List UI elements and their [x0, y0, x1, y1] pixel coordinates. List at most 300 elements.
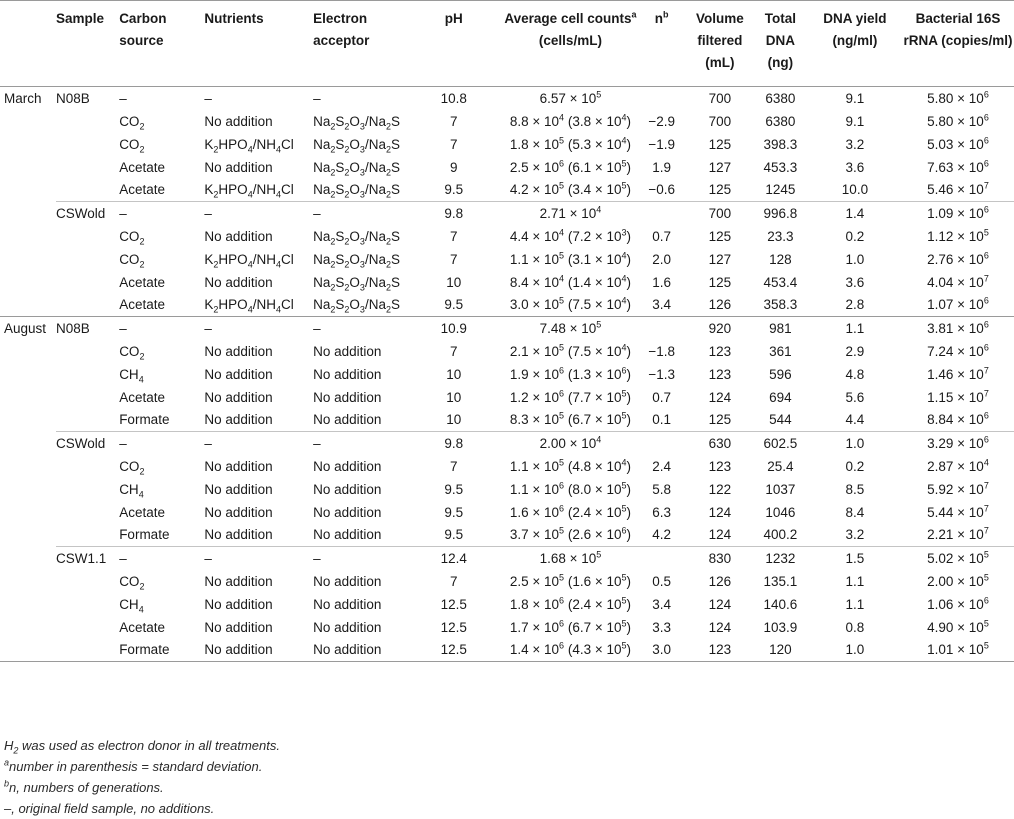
nutrients-cell: No addition	[204, 113, 273, 129]
dna-yield-cell: 9.1	[845, 113, 865, 129]
sample-cell	[56, 639, 119, 662]
table-row	[0, 386, 1014, 409]
volume-cell: 700	[687, 87, 753, 110]
header-total-dna: Total DNA (ng)	[753, 1, 808, 87]
ph-cell: 12.5	[440, 596, 467, 612]
carbon-source-cell: Acetate	[119, 159, 165, 175]
carbon-source-cell: Formate	[119, 527, 170, 543]
carbon-source-cell: $CO_2$	[119, 343, 145, 362]
nutrients-cell: No addition	[204, 481, 273, 497]
dna-yield-cell: 0.2	[845, 458, 865, 474]
rrna-cell: $5.44 \times 10^7$	[927, 503, 989, 520]
sample-cell	[56, 179, 119, 202]
total-dna-cell: 120	[753, 639, 808, 662]
total-dna-cell: 453.3	[763, 159, 798, 175]
table-row	[0, 133, 1014, 156]
dna-yield-cell: 3.2	[845, 527, 865, 543]
cell-counts-cell: $4.4 \times 10^4$ $(7.2 \times 10^3)$	[509, 227, 631, 244]
carbon-source-cell: $CH_4$	[119, 366, 144, 385]
rrna-cell: $4.90 \times 10^5$	[927, 618, 989, 635]
volume-cell: 830	[687, 547, 753, 570]
electron-acceptor-cell: No addition	[313, 481, 382, 497]
dna-yield-cell: 8.5	[845, 481, 865, 497]
total-dna-cell: 103.9	[763, 619, 798, 635]
generations-cell	[636, 202, 686, 225]
rrna-cell: $1.06 \times 10^6$	[927, 595, 989, 612]
rrna-cell: $5.46 \times 10^7$	[927, 180, 989, 198]
generations-cell	[636, 87, 686, 110]
rrna-cell: $2.76 \times 10^6$	[927, 250, 989, 267]
carbon-source-cell: $CO_2$	[119, 251, 145, 270]
electron-acceptor-cell: No addition	[313, 504, 382, 520]
ph-cell: 7	[449, 251, 458, 267]
electron-acceptor-cell: No addition	[313, 619, 382, 635]
month-cell	[0, 202, 56, 225]
sample-cell	[56, 248, 119, 271]
ph-cell: 7	[449, 458, 458, 474]
header-electron-acceptor: Electron acceptor	[313, 1, 403, 87]
cell-counts-cell: $2.00 \times 10^4$	[504, 432, 636, 455]
total-dna-cell: 135.1	[763, 573, 798, 589]
carbon-source-cell: –	[119, 317, 204, 340]
dna-yield-cell: 0.2	[845, 228, 865, 244]
ph-cell: 7	[449, 136, 458, 152]
carbon-source-cell: $CO_2$	[119, 113, 145, 132]
table-body	[0, 87, 1014, 662]
carbon-source-cell: $CO_2$	[119, 573, 145, 592]
total-dna-cell: 398.3	[763, 136, 798, 152]
header-sample: Sample	[56, 1, 119, 87]
volume-cell: 125	[708, 228, 732, 244]
sample-cell	[56, 616, 119, 639]
ph-cell: 12.4	[403, 547, 504, 570]
dna-yield-cell: 9.1	[808, 87, 902, 110]
total-dna-cell: 6380	[753, 87, 808, 110]
month-cell	[0, 547, 56, 570]
total-dna-cell: 596	[769, 366, 792, 382]
footnote-text: –, original field sample, no additions.	[4, 801, 215, 816]
header-cell-counts: Average cell counts$^a$ (cells/mL)	[504, 1, 636, 87]
cell-counts-cell: $1.1 \times 10^5$ $(4.8 \times 10^4)$	[509, 457, 631, 474]
dna-yield-cell: 3.6	[845, 159, 865, 175]
sample-cell	[56, 478, 119, 501]
cell-counts-cell: $1.6 \times 10^6$ $(2.4 \times 10^5)$	[509, 503, 631, 520]
volume-cell: 122	[708, 481, 732, 497]
cell-counts-cell: $7.48 \times 10^5$	[504, 317, 636, 340]
header-n: $n^b$	[636, 1, 686, 87]
rrna-cell: $3.81 \times 10^6$	[902, 317, 1014, 340]
electron-acceptor-cell: No addition	[313, 527, 382, 543]
nutrients-cell: No addition	[204, 639, 313, 662]
generations-cell: 4.2	[652, 527, 672, 543]
volume-cell: 126	[708, 573, 732, 589]
carbon-source-cell: $CO_2$	[119, 136, 145, 155]
ph-cell: 9.5	[444, 481, 464, 497]
rrna-cell: $1.15 \times 10^7$	[927, 388, 989, 405]
carbon-source-cell: $CH_4$	[119, 596, 144, 615]
header-row	[0, 1, 1014, 87]
generations-cell: −1.3	[648, 366, 675, 382]
table-row	[0, 248, 1014, 271]
generations-cell: −1.8	[648, 343, 675, 359]
volume-cell: 125	[708, 412, 732, 428]
cell-counts-cell: $3.0 \times 10^5$ $(7.5 \times 10^4)$	[509, 295, 631, 313]
sample-cell	[56, 455, 119, 478]
header-ph: pH	[403, 1, 504, 87]
rrna-cell: $5.80 \times 10^6$	[927, 112, 989, 129]
electron-acceptor-cell: –	[313, 317, 403, 340]
electron-acceptor-cell: $Na_2S_2O_3/Na_2S$	[313, 274, 400, 293]
generations-cell: 6.3	[652, 504, 672, 520]
total-dna-cell: 400.2	[763, 527, 798, 543]
sample-cell	[56, 524, 119, 547]
volume-cell: 700	[708, 113, 732, 129]
nutrients-cell: No addition	[204, 274, 273, 290]
table-row	[0, 616, 1014, 639]
month-cell	[0, 110, 56, 133]
rrna-cell: $2.00 \times 10^5$	[927, 572, 989, 589]
month-cell	[0, 455, 56, 478]
generations-cell: 0.7	[652, 389, 672, 405]
nutrients-cell: $K_2HPO_4/NH_4Cl$	[204, 251, 294, 270]
cell-counts-cell: $4.2 \times 10^5$ $(3.4 \times 10^5)$	[509, 180, 631, 198]
ph-cell: 10	[446, 389, 462, 405]
generations-cell: 2.0	[652, 251, 672, 267]
generations-cell: 3.4	[652, 297, 672, 313]
month-cell	[0, 501, 56, 524]
nutrients-cell: No addition	[204, 366, 273, 382]
total-dna-cell: 996.8	[753, 202, 808, 225]
ph-cell: 10	[446, 274, 462, 290]
carbon-source-cell: Acetate	[119, 504, 165, 520]
volume-cell: 124	[708, 619, 732, 635]
sample-cell	[56, 340, 119, 363]
electron-acceptor-cell: $Na_2S_2O_3/Na_2S$	[313, 159, 400, 178]
carbon-source-cell: $CH_4$	[119, 481, 144, 500]
total-dna-cell: 1046	[765, 504, 796, 520]
table-row	[0, 271, 1014, 294]
dna-yield-cell: 3.6	[845, 274, 865, 290]
volume-cell: 125	[708, 136, 732, 152]
carbon-source-cell: –	[119, 87, 204, 110]
dna-yield-cell: 2.8	[845, 297, 865, 313]
ph-cell: 12.5	[403, 639, 504, 662]
generations-cell: −2.9	[648, 113, 675, 129]
table-row	[0, 156, 1014, 179]
nutrients-cell: No addition	[204, 504, 273, 520]
ph-cell: 7	[449, 343, 458, 359]
carbon-source-cell: Acetate	[119, 274, 165, 290]
sample-cell	[56, 501, 119, 524]
cell-counts-cell: $3.7 \times 10^5$ $(2.6 \times 10^6)$	[509, 525, 631, 543]
month-cell	[0, 225, 56, 248]
volume-cell: 123	[708, 366, 732, 382]
nutrients-cell: No addition	[204, 458, 273, 474]
cell-counts-cell: $2.71 \times 10^4$	[504, 202, 636, 225]
sample-cell: CSWold	[56, 432, 119, 455]
dna-yield-cell: 1.1	[845, 573, 865, 589]
table-row	[0, 593, 1014, 616]
month-cell	[0, 409, 56, 432]
electron-acceptor-cell: No addition	[313, 573, 382, 589]
rrna-cell: $5.02 \times 10^5$	[902, 547, 1014, 570]
ph-cell: 10.8	[403, 87, 504, 110]
dna-yield-cell: 1.0	[808, 432, 902, 455]
generations-cell: 0.1	[652, 412, 672, 428]
electron-acceptor-cell: $Na_2S_2O_3/Na_2S$	[313, 113, 400, 132]
cell-counts-cell: $1.8 \times 10^5$ $(5.3 \times 10^4)$	[509, 135, 631, 152]
table-row	[0, 455, 1014, 478]
nutrients-cell: No addition	[204, 343, 273, 359]
ph-cell: 9.8	[403, 432, 504, 455]
generations-cell	[636, 317, 686, 340]
electron-acceptor-cell: $Na_2S_2O_3/Na_2S$	[313, 251, 400, 270]
generations-cell: 2.4	[652, 458, 672, 474]
month-cell	[0, 156, 56, 179]
nutrients-cell: No addition	[204, 619, 273, 635]
nutrients-cell: –	[204, 547, 313, 570]
table-row	[0, 179, 1014, 202]
nutrients-cell: No addition	[204, 527, 273, 543]
month-cell	[0, 386, 56, 409]
nutrients-cell: $K_2HPO_4/NH_4Cl$	[204, 297, 294, 315]
ph-cell: 10	[446, 366, 462, 382]
dna-yield-cell: 0.8	[845, 619, 865, 635]
electron-acceptor-cell: No addition	[313, 596, 382, 612]
cell-counts-cell: $1.8 \times 10^6$ $(2.4 \times 10^5)$	[509, 595, 631, 612]
month-cell	[0, 639, 56, 662]
total-dna-cell: 1037	[765, 481, 796, 497]
generations-cell: 0.7	[652, 228, 672, 244]
nutrients-cell: No addition	[204, 159, 273, 175]
table-row	[0, 478, 1014, 501]
header-16s-rrna: Bacterial 16S rRNA (copies/ml)	[902, 1, 1014, 87]
table-row	[0, 432, 1014, 455]
generations-cell: 0.5	[652, 573, 672, 589]
month-cell	[0, 271, 56, 294]
sample-cell	[56, 110, 119, 133]
volume-cell: 920	[687, 317, 753, 340]
total-dna-cell: 25.4	[767, 458, 794, 474]
rrna-cell: $5.03 \times 10^6$	[927, 135, 989, 152]
month-cell	[0, 248, 56, 271]
dna-yield-cell: 8.4	[845, 504, 865, 520]
sample-cell: N08B	[56, 317, 119, 340]
carbon-source-cell: $CO_2$	[119, 458, 145, 477]
month-cell	[0, 616, 56, 639]
electron-acceptor-cell: $Na_2S_2O_3/Na_2S$	[313, 228, 400, 247]
electron-acceptor-cell: –	[313, 432, 403, 455]
sample-cell	[56, 409, 119, 432]
dna-yield-cell: 1.0	[845, 251, 865, 267]
sample-cell: CSW1.1	[56, 547, 119, 570]
table-row	[0, 294, 1014, 317]
rrna-cell: $1.07 \times 10^6$	[927, 295, 989, 313]
nutrients-cell: –	[204, 87, 313, 110]
volume-cell: 125	[708, 274, 732, 290]
header-nutrients: Nutrients	[204, 1, 313, 87]
ph-cell: 9.5	[444, 527, 464, 543]
month-cell	[0, 179, 56, 202]
generations-cell	[636, 547, 686, 570]
table-row	[0, 409, 1014, 432]
generations-cell: 3.4	[652, 596, 672, 612]
rrna-cell: $1.46 \times 10^7$	[927, 365, 989, 382]
nutrients-cell: –	[204, 432, 313, 455]
nutrients-cell: No addition	[204, 228, 273, 244]
carbon-source-cell: Formate	[119, 639, 204, 662]
footnote	[4, 735, 280, 756]
nutrients-cell: No addition	[204, 389, 273, 405]
generations-cell: 1.9	[652, 159, 672, 175]
table-row	[0, 340, 1014, 363]
ph-cell: 9.8	[403, 202, 504, 225]
cell-counts-cell: $2.5 \times 10^6$ $(6.1 \times 10^5)$	[509, 158, 631, 175]
cell-counts-cell: $1.2 \times 10^6$ $(7.7 \times 10^5)$	[509, 388, 631, 405]
dna-yield-cell: 3.2	[845, 136, 865, 152]
dna-yield-cell: 1.5	[808, 547, 902, 570]
dna-yield-cell: 4.4	[845, 412, 865, 428]
total-dna-cell: 1245	[765, 182, 796, 198]
header-month	[0, 1, 56, 87]
table-row	[0, 524, 1014, 547]
electron-acceptor-cell: –	[313, 202, 403, 225]
sample-cell: N08B	[56, 87, 119, 110]
ph-cell: 9.5	[444, 297, 464, 313]
table-row	[0, 501, 1014, 524]
volume-cell: 124	[708, 527, 732, 543]
carbon-source-cell: Acetate	[119, 389, 165, 405]
table-row	[0, 202, 1014, 225]
month-cell	[0, 524, 56, 547]
carbon-source-cell: $CO_2$	[119, 228, 145, 247]
electron-acceptor-cell: No addition	[313, 343, 382, 359]
volume-cell: 125	[708, 182, 732, 198]
volume-cell: 123	[708, 458, 732, 474]
cell-counts-cell: $1.1 \times 10^5$ $(3.1 \times 10^4)$	[509, 250, 631, 267]
rrna-cell: $5.80 \times 10^6$	[902, 87, 1014, 110]
generations-cell: 1.6	[652, 274, 672, 290]
generations-cell: 3.3	[652, 619, 672, 635]
sample-cell	[56, 570, 119, 593]
total-dna-cell: 694	[769, 389, 792, 405]
dna-yield-cell: 2.9	[845, 343, 865, 359]
footnote-text: $H_2$ was used as electron donor in all treatments.	[4, 738, 280, 756]
rrna-cell: $4.04 \times 10^7$	[927, 273, 989, 290]
rrna-cell: $8.84 \times 10^6$	[927, 410, 989, 428]
electron-acceptor-cell: –	[313, 87, 403, 110]
table-row	[0, 547, 1014, 570]
volume-cell: 124	[708, 504, 732, 520]
sample-cell	[56, 133, 119, 156]
nutrients-cell: –	[204, 317, 313, 340]
sample-cell	[56, 386, 119, 409]
electron-acceptor-cell: $Na_2S_2O_3/Na_2S$	[313, 136, 400, 155]
nutrients-cell: No addition	[204, 596, 273, 612]
sample-cell	[56, 294, 119, 317]
electron-acceptor-cell: –	[313, 547, 403, 570]
total-dna-cell: 453.4	[763, 274, 798, 290]
cell-counts-cell: $2.5 \times 10^5$ $(1.6 \times 10^5)$	[509, 572, 631, 589]
total-dna-cell: 361	[769, 343, 792, 359]
volume-cell: 127	[708, 159, 732, 175]
electron-acceptor-cell: No addition	[313, 412, 382, 428]
nutrients-cell: –	[204, 202, 313, 225]
ph-cell: 7	[449, 113, 458, 129]
ph-cell: 7	[449, 573, 458, 589]
volume-cell: 124	[708, 596, 732, 612]
carbon-source-cell: –	[119, 432, 204, 455]
month-cell	[0, 294, 56, 317]
month-cell: August	[0, 317, 56, 340]
ph-cell: 10	[446, 412, 462, 428]
ph-cell: 10.9	[403, 317, 504, 340]
rrna-cell: $5.92 \times 10^7$	[927, 480, 989, 497]
total-dna-cell: 544	[769, 412, 792, 428]
carbon-source-cell: Acetate	[119, 297, 165, 313]
total-dna-cell: 140.6	[763, 596, 798, 612]
table-row	[0, 363, 1014, 386]
table-row	[0, 317, 1014, 340]
rrna-cell: $1.09 \times 10^6$	[902, 202, 1014, 225]
table-footnotes	[4, 735, 280, 819]
total-dna-cell: 981	[753, 317, 808, 340]
carbon-source-cell: Formate	[119, 412, 170, 428]
ph-cell: 7	[449, 228, 458, 244]
nutrients-cell: $K_2HPO_4/NH_4Cl$	[204, 182, 294, 200]
rrna-cell: $3.29 \times 10^6$	[902, 432, 1014, 455]
dna-yield-cell: 4.8	[845, 366, 865, 382]
sample-cell	[56, 363, 119, 386]
table-row	[0, 87, 1014, 110]
header-dna-yield: DNA yield (ng/ml)	[808, 1, 902, 87]
dna-yield-cell: 5.6	[845, 389, 865, 405]
nutrients-cell: No addition	[204, 412, 273, 428]
electron-acceptor-cell: No addition	[313, 366, 382, 382]
total-dna-cell: 358.3	[763, 297, 798, 313]
table-row	[0, 110, 1014, 133]
table-row	[0, 225, 1014, 248]
rrna-cell: $7.63 \times 10^6$	[927, 158, 989, 175]
total-dna-cell: 23.3	[767, 228, 794, 244]
carbon-source-cell: Acetate	[119, 619, 165, 635]
electron-acceptor-cell: No addition	[313, 458, 382, 474]
sample-cell: CSWold	[56, 202, 119, 225]
dna-yield-cell: 1.1	[845, 596, 865, 612]
cell-counts-cell: $8.4 \times 10^4$ $(1.4 \times 10^4)$	[509, 273, 631, 290]
total-dna-cell: 128	[769, 251, 792, 267]
total-dna-cell: 602.5	[753, 432, 808, 455]
carbon-source-cell: Acetate	[119, 182, 165, 198]
volume-cell: 124	[708, 389, 732, 405]
total-dna-cell: 1232	[753, 547, 808, 570]
month-cell	[0, 432, 56, 455]
ph-cell: 9.5	[444, 182, 464, 198]
cell-counts-cell: $1.7 \times 10^6$ $(6.7 \times 10^5)$	[509, 618, 631, 635]
generations-cell: 5.8	[652, 481, 672, 497]
month-cell: March	[0, 87, 56, 110]
electron-acceptor-cell: $Na_2S_2O_3/Na_2S$	[313, 297, 400, 315]
footnote	[4, 798, 280, 819]
volume-cell: 123	[687, 639, 753, 662]
rrna-cell: $2.87 \times 10^4$	[927, 457, 989, 474]
footnote: $^b$n, numbers of generations.	[4, 778, 164, 795]
sample-cell	[56, 225, 119, 248]
electron-acceptor-cell: $Na_2S_2O_3/Na_2S$	[313, 182, 400, 200]
carbon-source-cell: –	[119, 202, 204, 225]
volume-cell: 123	[708, 343, 732, 359]
dna-yield-cell: 1.1	[808, 317, 902, 340]
